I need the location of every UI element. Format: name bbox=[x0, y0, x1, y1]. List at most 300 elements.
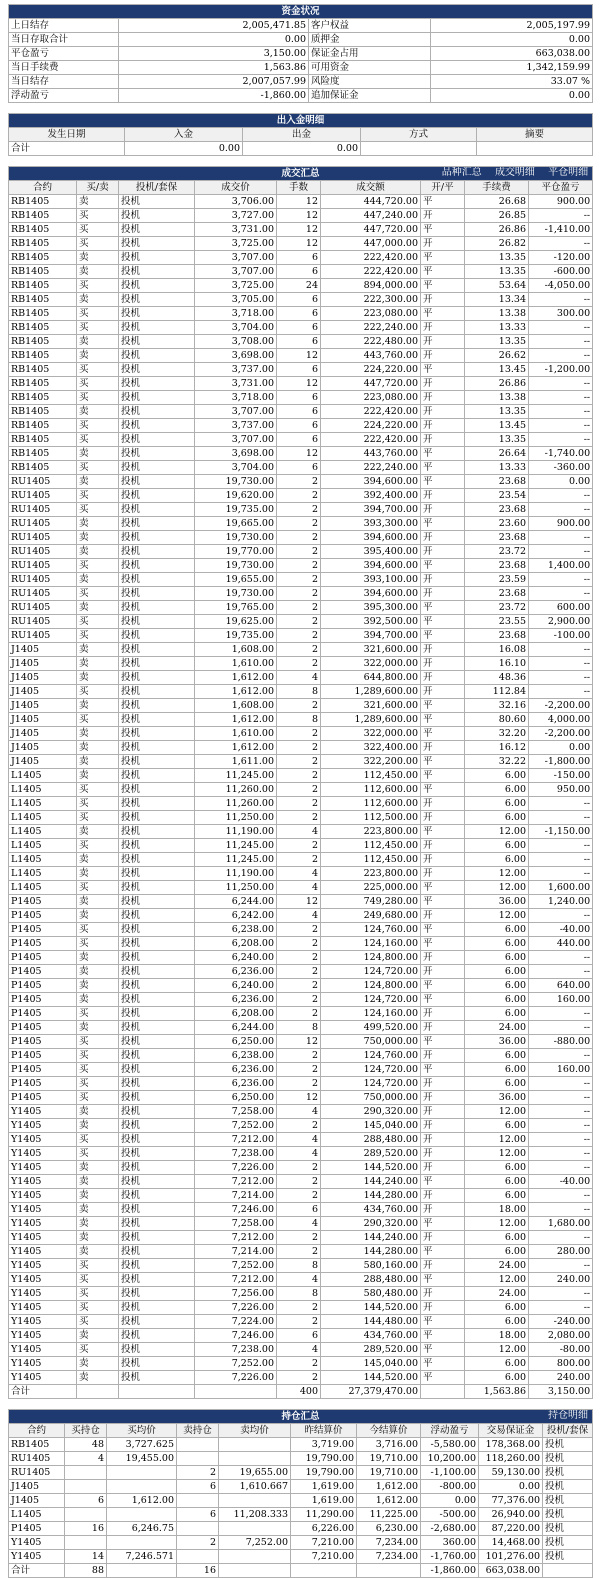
table-cell: 开 bbox=[421, 1301, 465, 1315]
table-row bbox=[9, 335, 593, 349]
table-cell: 290,320.00 bbox=[321, 1105, 421, 1119]
funds-row bbox=[9, 89, 593, 103]
table-cell: 13.35 bbox=[465, 265, 529, 279]
table-cell: 322,200.00 bbox=[321, 755, 421, 769]
table-cell: 14 bbox=[65, 1550, 107, 1564]
table-cell: 买 bbox=[77, 223, 119, 237]
table-cell: 平 bbox=[421, 699, 465, 713]
table-cell: 6.00 bbox=[465, 853, 529, 867]
table-cell bbox=[219, 1522, 291, 1536]
table-cell: 447,720.00 bbox=[321, 377, 421, 391]
link-close-detail[interactable]: 平仓明细 bbox=[548, 167, 589, 178]
table-cell: 买 bbox=[77, 783, 119, 797]
table-cell: -1,860.00 bbox=[119, 89, 309, 103]
table-cell: 124,800.00 bbox=[321, 979, 421, 993]
table-cell: 投机 bbox=[119, 433, 195, 447]
table-cell: 12.00 bbox=[465, 909, 529, 923]
table-cell: -880.00 bbox=[529, 1035, 593, 1049]
table-cell: RB1405 bbox=[9, 405, 77, 419]
table-cell: 平 bbox=[421, 559, 465, 573]
table-cell: 12 bbox=[277, 1035, 321, 1049]
table-cell: 投机 bbox=[119, 237, 195, 251]
table-cell: 1,610.667 bbox=[219, 1480, 291, 1494]
table-cell: 开 bbox=[421, 209, 465, 223]
table-cell: 7,246.00 bbox=[195, 1329, 277, 1343]
table-cell: 6 bbox=[277, 419, 321, 433]
table-cell: 2 bbox=[277, 531, 321, 545]
table-cell: 1,619.00 bbox=[291, 1480, 357, 1494]
table-cell: 2,900.00 bbox=[529, 615, 593, 629]
table-cell: Y1405 bbox=[9, 1357, 77, 1371]
table-cell: 买 bbox=[77, 1007, 119, 1021]
table-cell: 卖 bbox=[77, 993, 119, 1007]
link-trade-detail[interactable]: 成交明细 bbox=[494, 167, 535, 178]
table-cell: 6.00 bbox=[465, 993, 529, 1007]
table-cell: 7,234.00 bbox=[357, 1536, 421, 1550]
table-cell: 平 bbox=[421, 1343, 465, 1357]
table-row bbox=[9, 461, 593, 475]
link-position-detail[interactable]: 持仓明细 bbox=[548, 1410, 589, 1421]
table-cell: -1,100.00 bbox=[421, 1466, 479, 1480]
table-cell: 145,040.00 bbox=[321, 1119, 421, 1133]
table-cell: 160.00 bbox=[529, 993, 593, 1007]
table-cell: 1,342,159.99 bbox=[431, 61, 593, 75]
table-cell: 投机 bbox=[119, 1273, 195, 1287]
positions-header-row bbox=[9, 1424, 593, 1438]
table-cell: 开 bbox=[421, 545, 465, 559]
table-cell: 买 bbox=[77, 489, 119, 503]
table-cell: 平 bbox=[421, 727, 465, 741]
table-cell: 卖 bbox=[77, 699, 119, 713]
table-row bbox=[9, 237, 593, 251]
table-row bbox=[9, 1371, 593, 1385]
table-cell: 浮动盈亏 bbox=[9, 89, 119, 103]
total-cell: 合计 bbox=[9, 142, 125, 156]
table-cell: -150.00 bbox=[529, 769, 593, 783]
table-cell: 投机 bbox=[119, 1063, 195, 1077]
table-cell: L1405 bbox=[9, 797, 77, 811]
table-cell: 144,240.00 bbox=[321, 1175, 421, 1189]
table-cell: 投机 bbox=[119, 1175, 195, 1189]
table-cell: Y1405 bbox=[9, 1231, 77, 1245]
table-cell: RU1405 bbox=[9, 573, 77, 587]
table-cell: 投机 bbox=[119, 419, 195, 433]
table-cell: 投机 bbox=[119, 1329, 195, 1343]
table-row bbox=[9, 517, 593, 531]
table-cell: 223,800.00 bbox=[321, 825, 421, 839]
table-cell: 投机 bbox=[119, 1147, 195, 1161]
table-cell: 2 bbox=[177, 1536, 219, 1550]
table-cell: 平 bbox=[421, 1175, 465, 1189]
table-cell: 6 bbox=[277, 1203, 321, 1217]
table-row bbox=[9, 797, 593, 811]
positions-title-bar bbox=[9, 1410, 593, 1424]
table-cell: 投机 bbox=[119, 769, 195, 783]
table-cell: 2 bbox=[277, 839, 321, 853]
table-cell: P1405 bbox=[9, 979, 77, 993]
table-cell: 12 bbox=[277, 349, 321, 363]
table-cell: RU1405 bbox=[9, 503, 77, 517]
table-cell: 1,612.00 bbox=[195, 713, 277, 727]
table-cell: 6 bbox=[277, 363, 321, 377]
table-cell: 13.35 bbox=[465, 335, 529, 349]
table-row bbox=[9, 671, 593, 685]
table-cell: 卖 bbox=[77, 335, 119, 349]
table-cell: RB1405 bbox=[9, 419, 77, 433]
table-cell: 144,280.00 bbox=[321, 1189, 421, 1203]
table-cell: 买 bbox=[77, 881, 119, 895]
table-cell: 买 bbox=[77, 321, 119, 335]
table-cell: 平 bbox=[421, 279, 465, 293]
table-cell: 7,210.00 bbox=[291, 1550, 357, 1564]
table-cell: 投机 bbox=[119, 755, 195, 769]
funds-row bbox=[9, 47, 593, 61]
column-header: 交易保证金 bbox=[479, 1424, 543, 1438]
table-cell: -- bbox=[529, 335, 593, 349]
table-cell: 开 bbox=[421, 405, 465, 419]
column-header: 入金 bbox=[125, 128, 243, 142]
funds-body bbox=[9, 19, 593, 103]
table-cell: -- bbox=[529, 1203, 593, 1217]
table-cell: 289,520.00 bbox=[321, 1343, 421, 1357]
table-cell: 投机 bbox=[119, 1357, 195, 1371]
table-row bbox=[9, 615, 593, 629]
table-row bbox=[9, 1357, 593, 1371]
table-cell: 卖 bbox=[77, 1357, 119, 1371]
table-row bbox=[9, 1466, 593, 1480]
table-cell: 开 bbox=[421, 1021, 465, 1035]
table-row bbox=[9, 853, 593, 867]
table-cell: Y1405 bbox=[9, 1105, 77, 1119]
total-cell: -1,860.00 bbox=[421, 1564, 479, 1578]
table-cell: 2 bbox=[277, 657, 321, 671]
table-cell: 23.68 bbox=[465, 587, 529, 601]
table-cell: 14,468.00 bbox=[479, 1536, 543, 1550]
column-header: 方式 bbox=[361, 128, 477, 142]
table-cell: 投机 bbox=[119, 993, 195, 1007]
column-header: 手数 bbox=[277, 181, 321, 195]
table-cell: 6,236.00 bbox=[195, 1077, 277, 1091]
column-header: 买持仓 bbox=[65, 1424, 107, 1438]
table-cell: 12.00 bbox=[465, 825, 529, 839]
table-row bbox=[9, 377, 593, 391]
table-cell: 卖 bbox=[77, 643, 119, 657]
table-cell: 投机 bbox=[119, 1133, 195, 1147]
table-row bbox=[9, 573, 593, 587]
table-row bbox=[9, 419, 593, 433]
table-cell: P1405 bbox=[9, 1035, 77, 1049]
table-row bbox=[9, 1494, 593, 1508]
table-cell: 卖 bbox=[77, 1217, 119, 1231]
table-cell: 买 bbox=[77, 937, 119, 951]
table-cell: 392,400.00 bbox=[321, 489, 421, 503]
table-row bbox=[9, 979, 593, 993]
table-cell: 2 bbox=[277, 559, 321, 573]
table-cell: J1405 bbox=[9, 699, 77, 713]
table-row bbox=[9, 601, 593, 615]
table-cell: 2 bbox=[277, 503, 321, 517]
positions-table bbox=[8, 1409, 593, 1578]
table-cell: -- bbox=[529, 405, 593, 419]
table-cell: 144,520.00 bbox=[321, 1301, 421, 1315]
table-cell: 124,720.00 bbox=[321, 965, 421, 979]
table-cell: Y1405 bbox=[9, 1161, 77, 1175]
table-cell: -- bbox=[529, 1301, 593, 1315]
table-cell: 23.68 bbox=[465, 503, 529, 517]
table-cell: Y1405 bbox=[9, 1301, 77, 1315]
table-cell: 2 bbox=[277, 1371, 321, 1385]
table-row bbox=[9, 1161, 593, 1175]
table-cell: -- bbox=[529, 839, 593, 853]
table-cell: 6.00 bbox=[465, 1315, 529, 1329]
table-cell: RB1405 bbox=[9, 433, 77, 447]
table-cell: 2 bbox=[277, 475, 321, 489]
table-cell: 投机 bbox=[119, 657, 195, 671]
table-cell: 1,612.00 bbox=[357, 1480, 421, 1494]
table-row bbox=[9, 1091, 593, 1105]
table-cell: -1,150.00 bbox=[529, 825, 593, 839]
column-header: 成交价 bbox=[195, 181, 277, 195]
table-cell: 投机 bbox=[119, 867, 195, 881]
table-cell: 19,730.00 bbox=[195, 587, 277, 601]
table-cell: 2 bbox=[177, 1466, 219, 1480]
total-cell bbox=[477, 142, 593, 156]
table-cell: 开 bbox=[421, 349, 465, 363]
table-cell: 6,208.00 bbox=[195, 1007, 277, 1021]
table-cell: 开 bbox=[421, 1287, 465, 1301]
table-cell: 平 bbox=[421, 755, 465, 769]
table-cell: 12.00 bbox=[465, 1217, 529, 1231]
table-cell: 4 bbox=[277, 1273, 321, 1287]
cash-body bbox=[9, 128, 593, 156]
table-cell: 2 bbox=[277, 853, 321, 867]
table-cell: 投机 bbox=[119, 279, 195, 293]
table-cell: 19,655.00 bbox=[195, 573, 277, 587]
table-cell: 6,236.00 bbox=[195, 993, 277, 1007]
table-cell: 6,240.00 bbox=[195, 979, 277, 993]
table-row bbox=[9, 895, 593, 909]
table-cell: 投机 bbox=[119, 1287, 195, 1301]
table-cell: 222,420.00 bbox=[321, 265, 421, 279]
table-cell: -40.00 bbox=[529, 1175, 593, 1189]
table-row bbox=[9, 811, 593, 825]
table-cell: Y1405 bbox=[9, 1259, 77, 1273]
table-cell: 24 bbox=[277, 279, 321, 293]
table-cell: -2,200.00 bbox=[529, 727, 593, 741]
table-cell: 12.00 bbox=[465, 1105, 529, 1119]
table-cell: 开 bbox=[421, 839, 465, 853]
table-row bbox=[9, 349, 593, 363]
table-row bbox=[9, 1315, 593, 1329]
table-cell: 6 bbox=[177, 1508, 219, 1522]
table-row bbox=[9, 1007, 593, 1021]
table-cell: 卖 bbox=[77, 1203, 119, 1217]
table-cell: 买 bbox=[77, 1273, 119, 1287]
table-cell: 开 bbox=[421, 377, 465, 391]
table-row bbox=[9, 1536, 593, 1550]
table-cell: 投机 bbox=[119, 881, 195, 895]
table-cell: 289,520.00 bbox=[321, 1147, 421, 1161]
table-cell: 26.85 bbox=[465, 209, 529, 223]
table-cell: 144,480.00 bbox=[321, 1315, 421, 1329]
table-cell: 19,620.00 bbox=[195, 489, 277, 503]
table-cell: -- bbox=[529, 293, 593, 307]
table-cell: 13.38 bbox=[465, 391, 529, 405]
table-cell: 2 bbox=[277, 811, 321, 825]
table-cell: 6.00 bbox=[465, 951, 529, 965]
table-cell: -100.00 bbox=[529, 629, 593, 643]
table-cell: 投机 bbox=[119, 475, 195, 489]
table-cell: 2 bbox=[277, 1315, 321, 1329]
table-cell: 当日存取合计 bbox=[9, 33, 119, 47]
table-cell: 16.10 bbox=[465, 657, 529, 671]
table-cell: 360.00 bbox=[421, 1536, 479, 1550]
table-cell: RB1405 bbox=[9, 251, 77, 265]
table-cell: RB1405 bbox=[9, 223, 77, 237]
table-cell: 1,563.86 bbox=[119, 61, 309, 75]
table-cell: 平 bbox=[421, 251, 465, 265]
table-cell: 平 bbox=[421, 881, 465, 895]
table-cell: 7,238.00 bbox=[195, 1147, 277, 1161]
table-cell: 6 bbox=[277, 321, 321, 335]
table-cell: 平 bbox=[421, 223, 465, 237]
table-cell: 平仓盈亏 bbox=[9, 47, 119, 61]
table-cell: 投机 bbox=[119, 573, 195, 587]
table-cell: 平 bbox=[421, 1217, 465, 1231]
table-cell: RU1405 bbox=[9, 559, 77, 573]
table-cell: 12.00 bbox=[465, 1273, 529, 1287]
table-cell: 444,720.00 bbox=[321, 195, 421, 209]
table-cell: 48 bbox=[65, 1438, 107, 1452]
table-cell: P1405 bbox=[9, 951, 77, 965]
table-cell: 1,610.00 bbox=[195, 727, 277, 741]
table-cell: L1405 bbox=[9, 1508, 65, 1522]
table-cell: 447,000.00 bbox=[321, 237, 421, 251]
table-cell: 4 bbox=[277, 825, 321, 839]
column-header: 卖持仓 bbox=[177, 1424, 219, 1438]
table-cell: 321,600.00 bbox=[321, 643, 421, 657]
table-cell: 112.84 bbox=[465, 685, 529, 699]
table-cell: 3,707.00 bbox=[195, 433, 277, 447]
table-cell: 卖 bbox=[77, 1021, 119, 1035]
table-cell: P1405 bbox=[9, 1007, 77, 1021]
table-cell: 投机 bbox=[119, 685, 195, 699]
table-cell: 2 bbox=[277, 1119, 321, 1133]
table-cell: 6,240.00 bbox=[195, 951, 277, 965]
table-cell: 6,208.00 bbox=[195, 937, 277, 951]
table-cell: 222,300.00 bbox=[321, 293, 421, 307]
table-cell: -- bbox=[529, 433, 593, 447]
table-cell: 26.62 bbox=[465, 349, 529, 363]
table-cell: 投机 bbox=[119, 1231, 195, 1245]
table-cell: 投机 bbox=[119, 265, 195, 279]
table-cell: 118,260.00 bbox=[479, 1452, 543, 1466]
table-cell: RU1405 bbox=[9, 517, 77, 531]
table-cell: 4 bbox=[277, 1105, 321, 1119]
table-row bbox=[9, 587, 593, 601]
table-cell: 124,760.00 bbox=[321, 1049, 421, 1063]
table-cell: 32.22 bbox=[465, 755, 529, 769]
table-cell: 投机 bbox=[119, 1343, 195, 1357]
table-cell: 12 bbox=[277, 223, 321, 237]
table-cell: 6 bbox=[277, 251, 321, 265]
table-cell: Y1405 bbox=[9, 1287, 77, 1301]
table-cell: -- bbox=[529, 1077, 593, 1091]
table-cell: 19,730.00 bbox=[195, 531, 277, 545]
table-cell: 6.00 bbox=[465, 979, 529, 993]
table-cell: 开 bbox=[421, 1091, 465, 1105]
table-cell: 开 bbox=[421, 1119, 465, 1133]
column-header: 投机/套保 bbox=[119, 181, 195, 195]
table-cell: 买 bbox=[77, 1343, 119, 1357]
table-cell: 3,731.00 bbox=[195, 223, 277, 237]
table-cell: 447,720.00 bbox=[321, 223, 421, 237]
table-cell: 6.00 bbox=[465, 1301, 529, 1315]
table-cell: -- bbox=[529, 797, 593, 811]
table-cell: RB1405 bbox=[9, 237, 77, 251]
table-cell: 2 bbox=[277, 1063, 321, 1077]
table-row bbox=[9, 881, 593, 895]
table-cell: 4 bbox=[277, 867, 321, 881]
table-cell: 平 bbox=[421, 461, 465, 475]
funds-row bbox=[9, 33, 593, 47]
table-cell: 145,040.00 bbox=[321, 1357, 421, 1371]
table-cell: 750,000.00 bbox=[321, 1035, 421, 1049]
table-cell: 394,600.00 bbox=[321, 559, 421, 573]
table-cell: -120.00 bbox=[529, 251, 593, 265]
table-cell: 卖 bbox=[77, 1189, 119, 1203]
table-cell: RB1405 bbox=[9, 391, 77, 405]
table-cell: 6.00 bbox=[465, 1245, 529, 1259]
table-cell: -- bbox=[529, 811, 593, 825]
table-cell: 投机 bbox=[119, 923, 195, 937]
table-cell: 卖 bbox=[77, 909, 119, 923]
table-cell: 卖 bbox=[77, 1161, 119, 1175]
table-cell: 平 bbox=[421, 825, 465, 839]
table-cell: 投机 bbox=[119, 601, 195, 615]
table-cell: 6 bbox=[177, 1480, 219, 1494]
link-variety-summary[interactable]: 品种汇总 bbox=[441, 167, 482, 178]
table-cell: 买 bbox=[77, 237, 119, 251]
table-cell: 6 bbox=[277, 461, 321, 475]
table-cell: 买 bbox=[77, 391, 119, 405]
table-row bbox=[9, 657, 593, 671]
table-cell: P1405 bbox=[9, 993, 77, 1007]
table-cell: 0.00 bbox=[529, 741, 593, 755]
table-cell: RU1405 bbox=[9, 601, 77, 615]
table-cell: RB1405 bbox=[9, 377, 77, 391]
table-cell: 卖 bbox=[77, 1105, 119, 1119]
table-cell: 6 bbox=[277, 391, 321, 405]
table-cell: 开 bbox=[421, 671, 465, 685]
table-row bbox=[9, 937, 593, 951]
table-cell: J1405 bbox=[9, 685, 77, 699]
table-cell: 222,240.00 bbox=[321, 321, 421, 335]
table-cell: 3,718.00 bbox=[195, 307, 277, 321]
table-cell: 3,698.00 bbox=[195, 447, 277, 461]
table-cell: 2 bbox=[277, 951, 321, 965]
table-cell: 开 bbox=[421, 657, 465, 671]
table-cell: RB1405 bbox=[9, 447, 77, 461]
table-cell: 买 bbox=[77, 1287, 119, 1301]
total-cell: 合计 bbox=[9, 1564, 65, 1578]
table-cell: J1405 bbox=[9, 671, 77, 685]
table-cell: 投机 bbox=[543, 1550, 593, 1564]
table-cell: -- bbox=[529, 545, 593, 559]
table-row bbox=[9, 1273, 593, 1287]
table-row bbox=[9, 993, 593, 1007]
table-cell: -- bbox=[529, 1161, 593, 1175]
